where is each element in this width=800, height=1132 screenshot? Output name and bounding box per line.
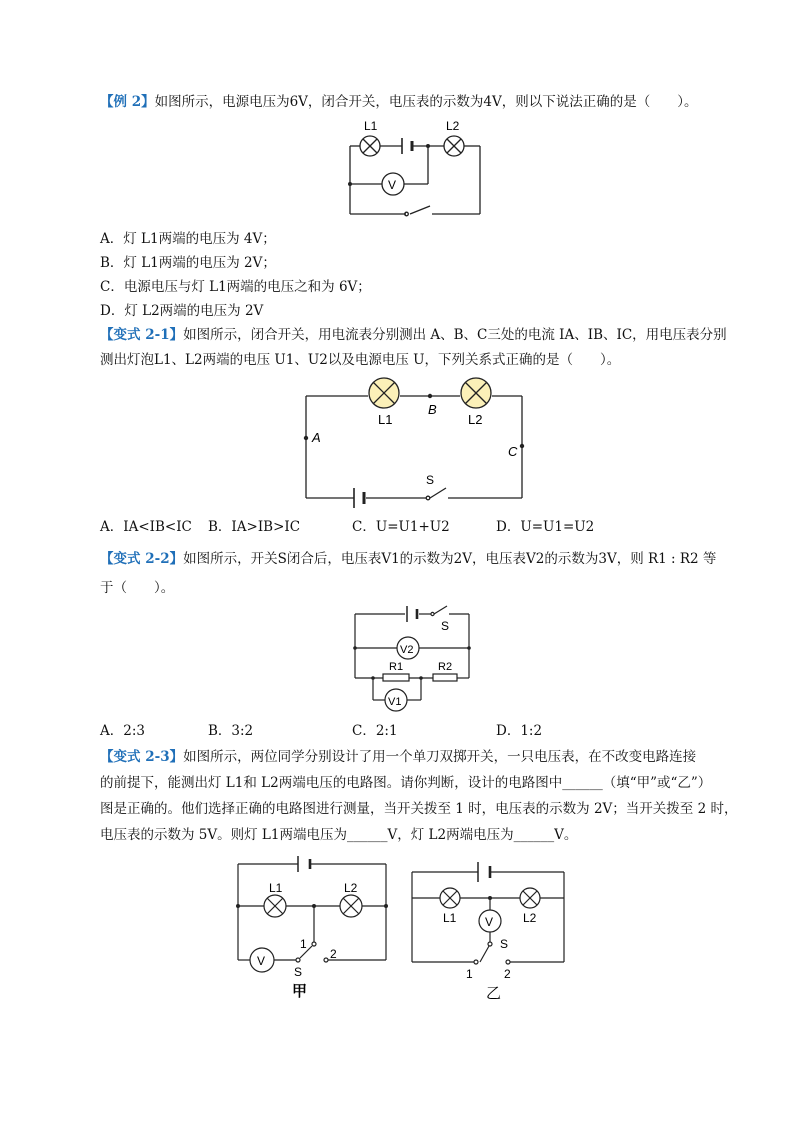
variant-2-1-text-1: 如图所示，闭合开关，用电流表分别测出 A、B、C三处的电流 IA、IB、IC，用电压表分别	[183, 327, 727, 343]
example-2-text: 如图所示，电源电压为6V，闭合开关，电压表的示数为4V，则以下说法正确的是（ ）。	[154, 94, 698, 110]
v22-label-s: S	[441, 619, 450, 633]
jia-caption: 甲	[292, 983, 308, 1000]
variant-2-2-option-c: C．2:1	[352, 723, 398, 739]
yi-caption: 乙	[486, 985, 502, 1002]
yi-label-s: S	[500, 937, 509, 951]
variant-2-3-tag: 【变式 2-3】	[100, 749, 184, 765]
yi-label-1: 1	[466, 967, 473, 981]
variant-2-1-option-c: C．U=U1+U2	[352, 519, 450, 535]
variant-2-3-line-3: 图是正确的。他们选择正确的电路图进行测量，当开关拨至 1 时，电压表的示数为 2V；当开关拨至 2 时，	[100, 801, 738, 817]
example-2-option-d: D．灯 L2两端的电压为 2V	[100, 303, 264, 319]
yi-label-2: 2	[504, 967, 511, 981]
v21-label-l2: L2	[468, 412, 483, 427]
variant-2-3-text-1: 如图所示，两位同学分别设计了用一个单刀双掷开关，一只电压表，在不改变电路连接	[183, 749, 697, 765]
v22-label-r2: R2	[438, 661, 453, 673]
variant-2-3-line-1	[100, 747, 720, 767]
jia-label-l2: L2	[344, 881, 358, 895]
variant-2-3-circuit-yi	[404, 850, 574, 1005]
variant-2-1-option-d: D．U=U1=U2	[496, 519, 595, 535]
jia-label-v: V	[257, 954, 266, 968]
jia-label-s: S	[294, 965, 303, 979]
variant-2-1-tag: 【变式 2-1】	[100, 327, 184, 343]
v21-label-s: S	[426, 473, 435, 487]
ex2-label-v: V	[388, 178, 397, 192]
variant-2-3-line-4: 电压表的示数为 5V。则灯 L1两端电压为______V，灯 L2两端电压为______V。	[100, 827, 578, 843]
jia-label-1: 1	[300, 937, 307, 951]
v21-label-b: B	[428, 402, 437, 417]
variant-2-2-text-1: 如图所示，开关S闭合后，电压表V1的示数为2V，电压表V2的示数为3V，则 R1 : R2 等	[183, 551, 717, 567]
variant-2-2-option-d: D．1:2	[496, 723, 543, 739]
v21-label-c: C	[508, 444, 518, 459]
variant-2-2-line-1	[100, 549, 720, 569]
example-2-question	[100, 92, 720, 112]
example-2-option-b: B．灯 L1两端的电压为 2V；	[100, 255, 276, 271]
variant-2-1-line-2: 测出灯泡L1、L2两端的电压 U1、U2以及电源电压 U，下列关系式正确的是（ ）。	[100, 352, 621, 368]
ex2-label-l2: L2	[446, 119, 460, 133]
example-2-circuit	[340, 116, 500, 226]
example-2-option-a: A．灯 L1两端的电压为 4V；	[100, 231, 276, 247]
v21-label-l1: L1	[378, 412, 393, 427]
variant-2-3-line-2: 的前提下，能测出灯 L1和 L2两端电压的电路图。请你判断，设计的电路图中______（填“甲”或“乙”）	[100, 775, 712, 791]
yi-label-l1: L1	[443, 911, 457, 925]
yi-label-v: V	[485, 915, 494, 929]
variant-2-1-option-a: A．IA<IB<IC	[100, 519, 192, 535]
variant-2-1-line-1	[100, 325, 727, 345]
variant-2-2-line-2: 于（ ）。	[100, 580, 175, 596]
v22-label-r1: R1	[389, 661, 404, 673]
ex2-label-l1: L1	[364, 119, 378, 133]
yi-label-l2: L2	[523, 911, 537, 925]
jia-label-2: 2	[330, 947, 337, 961]
variant-2-1-circuit	[300, 376, 540, 506]
variant-2-2-tag: 【变式 2-2】	[100, 551, 184, 567]
jia-label-l1: L1	[269, 881, 283, 895]
variant-2-3-circuit-jia	[232, 850, 392, 1000]
v21-label-a: A	[312, 430, 321, 445]
variant-2-2-circuit	[345, 602, 475, 712]
v22-label-v2: V2	[400, 644, 414, 656]
example-2-option-c: C．电源电压与灯 L1两端的电压之和为 6V；	[100, 279, 371, 295]
variant-2-1-option-b: B．IA>IB>IC	[208, 519, 301, 535]
variant-2-2-option-a: A．2:3	[100, 723, 145, 739]
example-2-tag: 【例 2】	[100, 94, 155, 110]
v22-label-v1: V1	[388, 696, 402, 708]
variant-2-2-option-b: B．3:2	[208, 723, 254, 739]
